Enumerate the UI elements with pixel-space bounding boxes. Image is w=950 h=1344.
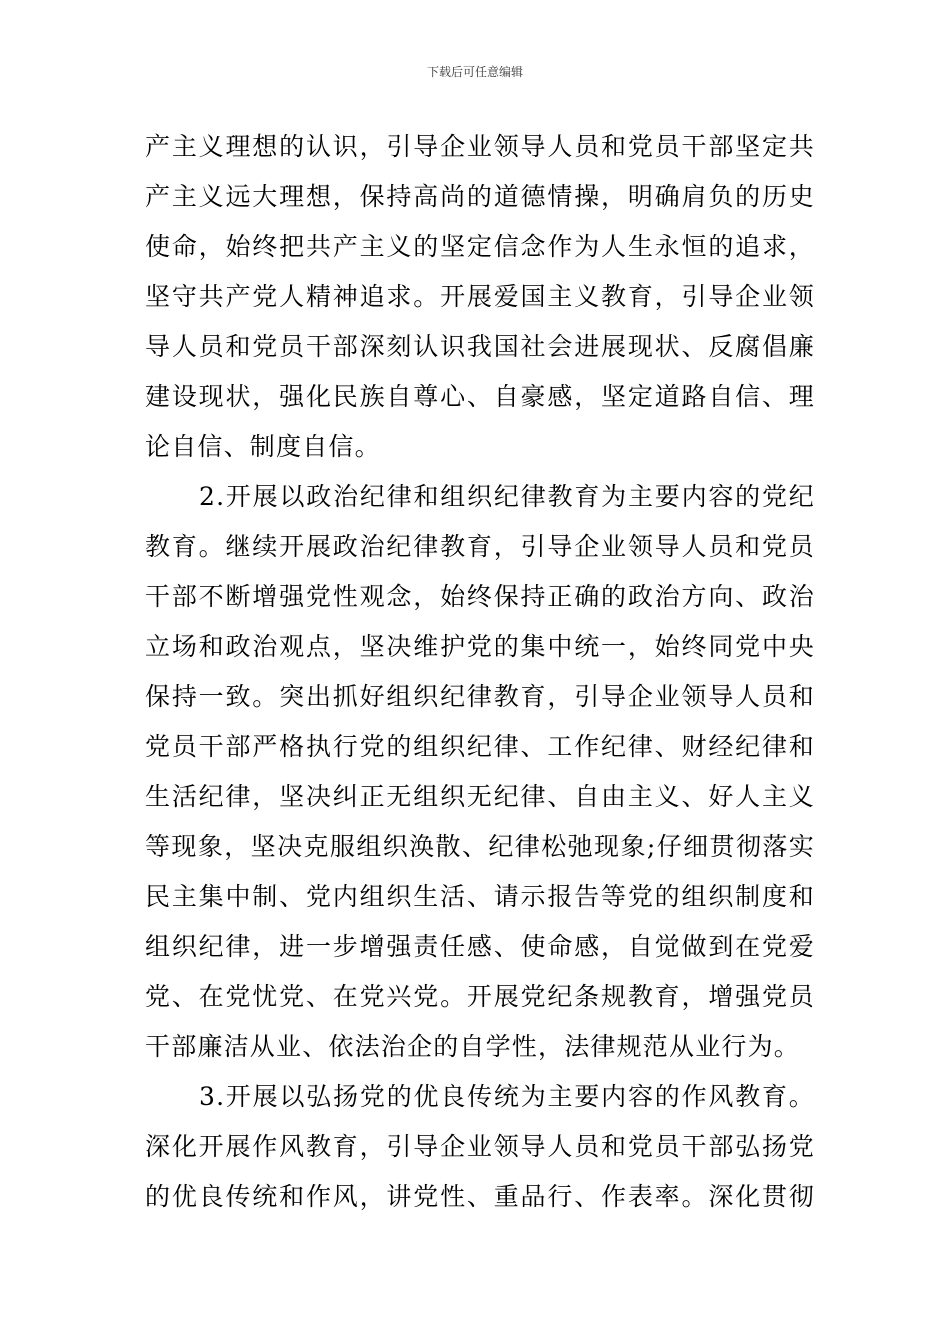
text-line: 等现象，坚决克服组织涣散、纪律松弛现象;仔细贯彻落实 xyxy=(145,832,815,861)
text-line: 教育。继续开展政治纪律教育，引导企业领导人员和党员 xyxy=(145,532,815,561)
text-line: 干部廉洁从业、依法治企的自学性，法律规范从业行为。 xyxy=(145,1032,801,1061)
text-line: 生活纪律，坚决纠正无组织无纪律、自由主义、好人主义 xyxy=(145,782,815,811)
text-line: 组织纪律，进一步增强责任感、使命感，自觉做到在党爱 xyxy=(145,932,815,961)
text-line: 立场和政治观点，坚决维护党的集中统一，始终同党中央 xyxy=(145,632,815,661)
document-body xyxy=(145,122,815,1222)
text-line: 产主义远大理想，保持高尚的道德情操，明确肩负的历史 xyxy=(145,182,815,211)
text-line: 产主义理想的认识，引导企业领导人员和党员干部坚定共 xyxy=(145,132,815,161)
text-line: 干部不断增强党性观念，始终保持正确的政治方向、政治 xyxy=(145,582,815,611)
text-line: 党员干部严格执行党的组织纪律、工作纪律、财经纪律和 xyxy=(145,732,815,761)
text-line: 使命，始终把共产主义的坚定信念作为人生永恒的追求， xyxy=(145,232,815,261)
text-line: 导人员和党员干部深刻认识我国社会进展现状、反腐倡廉 xyxy=(145,332,815,361)
paragraph-3 xyxy=(145,1072,815,1222)
paragraph-2 xyxy=(145,472,815,1072)
text-line: 3.开展以弘扬党的优良传统为主要内容的作风教育。 xyxy=(199,1082,815,1111)
paragraph-1 xyxy=(145,122,815,472)
text-line: 2.开展以政治纪律和组织纪律教育为主要内容的党纪 xyxy=(199,482,815,511)
text-line: 深化开展作风教育，引导企业领导人员和党员干部弘扬党 xyxy=(145,1132,815,1161)
text-line: 保持一致。突出抓好组织纪律教育，引导企业领导人员和 xyxy=(145,682,815,711)
text-line: 党、在党忧党、在党兴党。开展党纪条规教育，增强党员 xyxy=(145,982,815,1011)
page-header: 下载后可任意编辑 xyxy=(426,65,523,79)
text-line: 论自信、制度自信。 xyxy=(145,432,381,461)
text-line: 民主集中制、党内组织生活、请示报告等党的组织制度和 xyxy=(145,882,815,911)
text-line: 坚守共产党人精神追求。开展爱国主义教育，引导企业领 xyxy=(145,282,815,311)
text-line: 的优良传统和作风，讲党性、重品行、作表率。深化贯彻 xyxy=(145,1182,815,1211)
text-line: 建设现状，强化民族自尊心、自豪感，坚定道路自信、理 xyxy=(145,382,815,411)
